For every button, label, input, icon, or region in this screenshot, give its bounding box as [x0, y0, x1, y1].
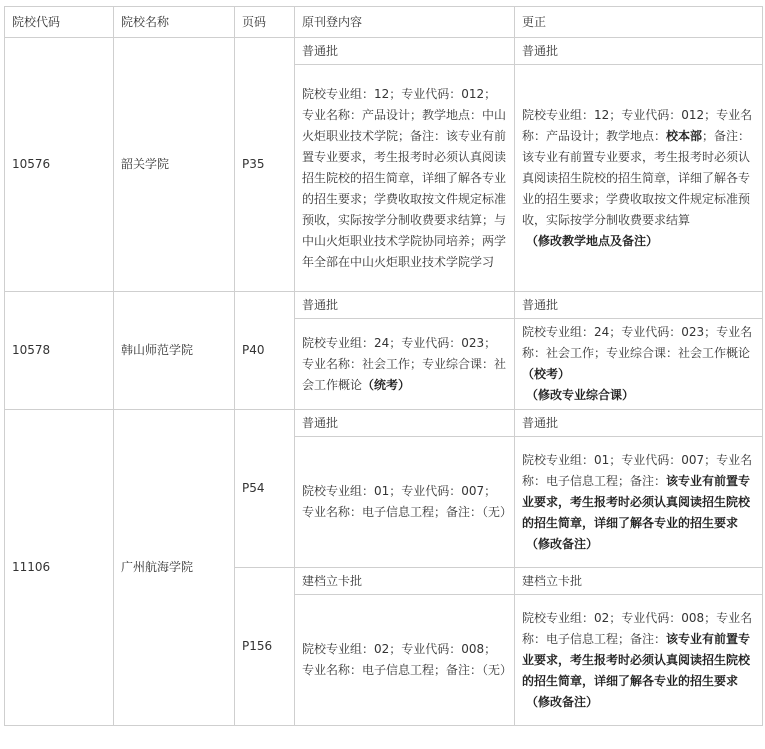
correction-content — [515, 319, 763, 410]
school-code: 11106 — [5, 410, 114, 726]
header-page: 页码 — [235, 7, 295, 38]
correction-note: （修改备注） — [526, 536, 599, 551]
page-number: P35 — [235, 38, 295, 292]
page-number: P156 — [235, 568, 295, 726]
original-highlight: （统考） — [362, 377, 411, 392]
header-correction: 更正 — [515, 7, 763, 38]
batch-label-fix: 普通批 — [515, 292, 763, 319]
correction-highlight: 该专业有前置专业要求，考生报考时必须认真阅读招生院校的招生简章，详细了解各专业的招生要求 — [522, 473, 751, 530]
table-row — [5, 292, 763, 319]
correction-note: （修改专业综合课） — [526, 388, 635, 402]
batch-label-fix: 普通批 — [515, 410, 763, 437]
correction-text: 院校专业组：24；专业代码：023；专业名称：社会工作；专业综合课：社会工作概论 — [522, 325, 753, 360]
correction-text: 院校专业组：12；专业代码：012；专业名称：产品设计；教学地点： — [522, 107, 753, 143]
header-original: 原刊登内容 — [295, 7, 515, 38]
table-header-row — [5, 7, 763, 38]
school-code: 10576 — [5, 38, 114, 292]
correction-text: 院校专业组：02；专业代码：008；专业名称：电子信息工程；备注： — [522, 610, 753, 646]
school-code: 10578 — [5, 292, 114, 410]
original-content: 院校专业组：02；专业代码：008；专业名称：电子信息工程；备注：（无） — [295, 595, 515, 726]
correction-content — [515, 65, 763, 292]
batch-label: 建档立卡批 — [295, 568, 515, 595]
batch-label: 普通批 — [295, 292, 515, 319]
correction-highlight: （校考） — [522, 367, 571, 381]
batch-label: 普通批 — [295, 410, 515, 437]
batch-label: 普通批 — [295, 38, 515, 65]
table-row — [5, 38, 763, 65]
correction-content — [515, 595, 763, 726]
school-name: 韶关学院 — [114, 38, 235, 292]
correction-content — [515, 437, 763, 568]
table-row — [5, 410, 763, 437]
original-text: 院校专业组：24；专业代码：023；专业名称：社会工作；专业综合课：社会工作概论 — [302, 335, 507, 392]
school-name: 韩山师范学院 — [114, 292, 235, 410]
original-content — [295, 319, 515, 410]
correction-text: ；备注：该专业有前置专业要求，考生报考时必须认真阅读招生院校的招生简章，详细了解各专业的招生要求；学费收取按文件规定标准预收，实际按学分制收费要求结算 — [522, 128, 751, 227]
original-content: 院校专业组：01；专业代码：007；专业名称：电子信息工程；备注：（无） — [295, 437, 515, 568]
correction-note: （修改教学地点及备注） — [526, 233, 659, 248]
header-name: 院校名称 — [114, 7, 235, 38]
correction-table — [4, 6, 763, 726]
correction-text: 院校专业组：01；专业代码：007；专业名称：电子信息工程；备注： — [522, 452, 753, 488]
batch-label-fix: 建档立卡批 — [515, 568, 763, 595]
page-number: P40 — [235, 292, 295, 410]
page-number: P54 — [235, 410, 295, 568]
header-code: 院校代码 — [5, 7, 114, 38]
correction-highlight: 校本部 — [666, 128, 703, 143]
batch-label-fix: 普通批 — [515, 38, 763, 65]
original-content: 院校专业组：12；专业代码：012；专业名称：产品设计；教学地点：中山火炬职业技术学院；备注：该专业有前置专业要求，考生报考时必须认真阅读招生院校的招生简章，详细了解各专业的招生要求；学费收取按文件规定标准预收，实际按学分制收费要求结算；与中山火炬职业技术学院协同培养；两学年全部在中山火炬职业技术学院学习 — [295, 65, 515, 292]
correction-note: （修改备注） — [526, 694, 599, 709]
school-name: 广州航海学院 — [114, 410, 235, 726]
correction-highlight: 该专业有前置专业要求，考生报考时必须认真阅读招生院校的招生简章，详细了解各专业的招生要求 — [522, 631, 751, 688]
